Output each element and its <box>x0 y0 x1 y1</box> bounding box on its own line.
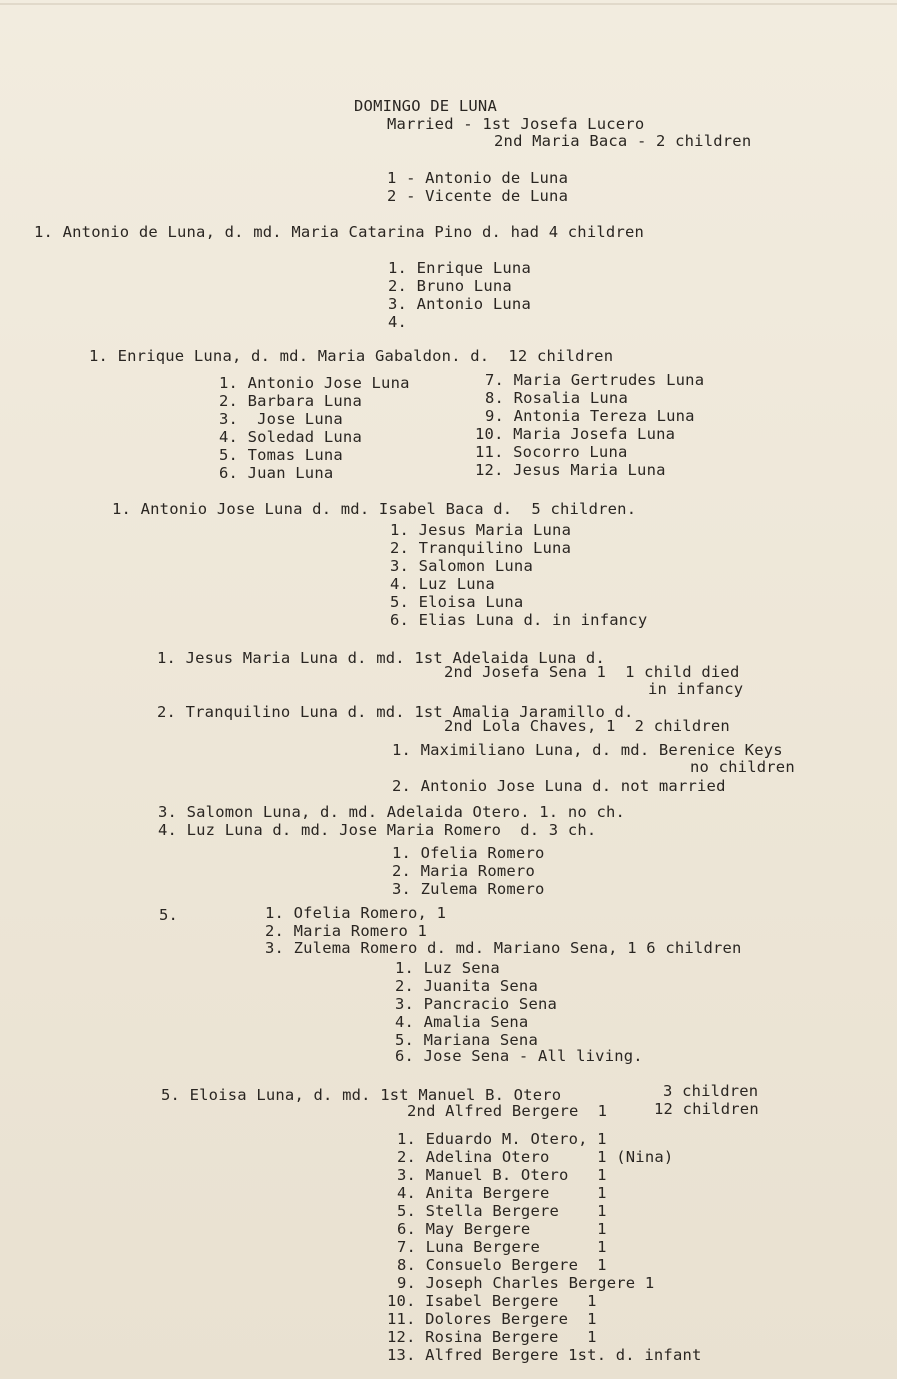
marriage-line-1: Married - 1st Josefa Lucero <box>387 115 645 133</box>
list-item: 10. Maria Josefa Luna <box>475 425 676 443</box>
eloisa-luna-line-2: 2nd Alfred Bergere 1 <box>407 1102 608 1120</box>
list-item: 2. Maria Romero <box>392 862 535 880</box>
list-item: 2. Barbara Luna <box>219 392 362 410</box>
list-item: 5. Eloisa Luna <box>390 593 524 611</box>
list-item: 3. Manuel B. Otero 1 <box>397 1166 607 1184</box>
list-item: 1. Enrique Luna <box>388 259 531 277</box>
luz-line: 4. Luz Luna d. md. Jose Maria Romero d. 3 ch. <box>158 821 597 839</box>
enrique-luna-line: 1. Enrique Luna, d. md. Maria Gabaldon. d. 12 children <box>89 347 614 365</box>
list-item: 12. Jesus Maria Luna <box>475 461 666 479</box>
list-item: 3. Zulema Romero d. md. Mariano Sena, 1 6 children <box>265 939 742 957</box>
list-item: 8. Consuelo Bergere 1 <box>397 1256 607 1274</box>
list-item: 7. Luna Bergere 1 <box>397 1238 607 1256</box>
jesus-maria-line-2: 2nd Josefa Sena 1 1 child died <box>444 663 740 681</box>
list-item-note: no children <box>690 758 795 776</box>
antonio-de-luna-line: 1. Antonio de Luna, d. md. Maria Catarina Pino d. had 4 children <box>34 223 645 241</box>
list-item: 13. Alfred Bergere 1st. d. infant <box>387 1346 702 1364</box>
list-item: 12. Rosina Bergere 1 <box>387 1328 597 1346</box>
list-item: 6. May Bergere 1 <box>397 1220 607 1238</box>
list-item: 9. Joseph Charles Bergere 1 <box>397 1274 655 1292</box>
tranquilino-line-2: 2nd Lola Chaves, 1 2 children <box>444 717 730 735</box>
list-item: 6. Elias Luna d. in infancy <box>390 611 648 629</box>
marriage-line-2: 2nd Maria Baca - 2 children <box>494 132 752 150</box>
eloisa-children-count-1: 3 children <box>663 1082 759 1100</box>
list-item: 2. Adelina Otero 1 (Nina) <box>397 1148 674 1166</box>
list-item: 2. Tranquilino Luna <box>390 539 572 557</box>
list-item: 4. <box>388 313 408 331</box>
eloisa-luna-line: 5. Eloisa Luna, d. md. 1st Manuel B. Otero <box>161 1086 562 1104</box>
list-item: 5. Tomas Luna <box>219 446 343 464</box>
header-child-2: 2 - Vicente de Luna <box>387 187 569 205</box>
eloisa-children-count-2: 12 children <box>654 1100 759 1118</box>
list-item: 4. Anita Bergere 1 <box>397 1184 607 1202</box>
list-item: 1. Ofelia Romero, 1 <box>265 904 447 922</box>
list-item: 6. Jose Sena - All living. <box>395 1047 643 1065</box>
salomon-line: 3. Salomon Luna, d. md. Adelaida Otero. 1. no ch. <box>158 803 626 821</box>
antonio-jose-luna-line: 1. Antonio Jose Luna d. md. Isabel Baca d. 5 children. <box>112 500 637 518</box>
list-item: 1. Eduardo M. Otero, 1 <box>397 1130 607 1148</box>
list-item: 6. Juan Luna <box>219 464 334 482</box>
list-item: 3. Zulema Romero <box>392 880 545 898</box>
list-item: 5. Stella Bergere 1 <box>397 1202 607 1220</box>
item-number: 5. <box>159 906 179 924</box>
header-child-1: 1 - Antonio de Luna <box>387 169 569 187</box>
list-item: 1. Luz Sena <box>395 959 500 977</box>
list-item: 7. Maria Gertrudes Luna <box>485 371 705 389</box>
jesus-maria-line-3: in infancy <box>648 680 744 698</box>
list-item: 1. Antonio Jose Luna <box>219 374 410 392</box>
list-item: 2. Antonio Jose Luna d. not married <box>392 777 726 795</box>
list-item: 5. Mariana Sena <box>395 1031 538 1049</box>
list-item: 3. Pancracio Sena <box>395 995 558 1013</box>
list-item: 1. Jesus Maria Luna <box>390 521 572 539</box>
list-item: 10. Isabel Bergere 1 <box>387 1292 597 1310</box>
list-item: 4. Luz Luna <box>390 575 495 593</box>
list-item: 2. Maria Romero 1 <box>265 922 428 940</box>
list-item: 4. Soledad Luna <box>219 428 362 446</box>
list-item: 11. Dolores Bergere 1 <box>387 1310 597 1328</box>
list-item: 9. Antonia Tereza Luna <box>485 407 695 425</box>
list-item: 3. Salomon Luna <box>390 557 533 575</box>
paper-edge <box>0 3 897 5</box>
list-item: 1. Maximiliano Luna, d. md. Berenice Keys <box>392 741 783 759</box>
list-item: 2. Bruno Luna <box>388 277 512 295</box>
list-item: 3. Jose Luna <box>219 410 343 428</box>
document-title: DOMINGO DE LUNA <box>354 97 497 115</box>
list-item: 2. Juanita Sena <box>395 977 538 995</box>
list-item: 3. Antonio Luna <box>388 295 531 313</box>
list-item: 8. Rosalia Luna <box>485 389 628 407</box>
list-item: 11. Socorro Luna <box>475 443 628 461</box>
list-item: 1. Ofelia Romero <box>392 844 545 862</box>
jesus-maria-line: 1. Jesus Maria Luna d. md. 1st Adelaida Luna d. <box>157 649 605 667</box>
tranquilino-line: 2. Tranquilino Luna d. md. 1st Amalia Jaramillo d. <box>157 703 634 721</box>
list-item: 4. Amalia Sena <box>395 1013 529 1031</box>
